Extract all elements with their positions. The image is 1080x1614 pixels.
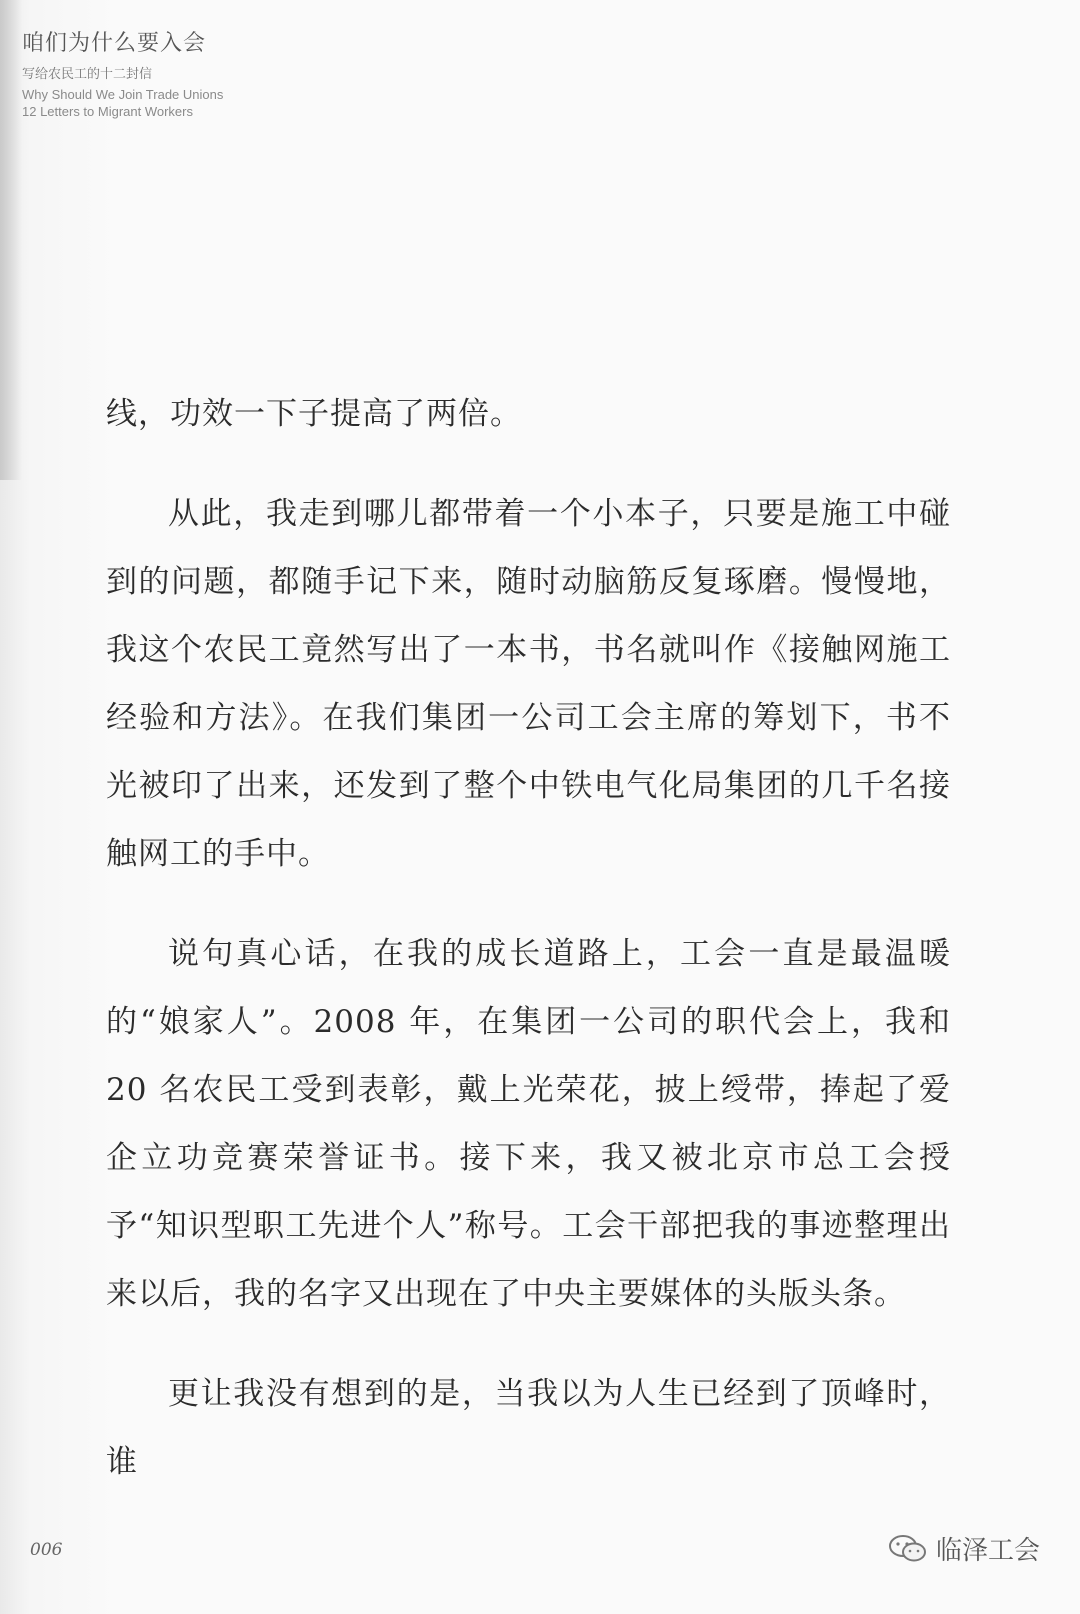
book-title: 咱们为什么要入会 <box>22 31 207 56</box>
book-subtitle: 写给农民工的十二封信 <box>22 67 153 82</box>
page-number: 006 <box>30 1540 63 1560</box>
watermark-text: 临泽工会 <box>935 1536 1040 1566</box>
book-english-subtitle: 12 Letters to Migrant Workers <box>22 104 193 119</box>
paragraph: 线，功效一下子提高了两倍。 <box>106 396 522 432</box>
page-spine-shadow <box>0 0 22 480</box>
paragraph: 从此，我走到哪儿都带着一个小本子，只要是施工中碰到的问题，都随手记下来，随时动脑筋反复琢磨。慢慢地，我这个农民工竟然写出了一本书，书名就叫作《接触网施工经验和方法》。在我们集团一公司工会主席的筹划下，书不光被印了出来，还发到了整个中铁电气化局集团的几千名接触网工的手中。 <box>106 496 951 872</box>
body-text <box>106 380 951 1528</box>
wechat-icon <box>888 1534 928 1564</box>
running-header <box>22 26 223 120</box>
paragraph: 说句真心话，在我的成长道路上，工会一直是最温暖的“娘家人”。2008 年，在集团一公司的职代会上，我和 20 名农民工受到表彰，戴上光荣花，披上绶带，捧起了爱企立功竞赛荣誉证书。接下来，我又被北京市总工会授予“知识型职工先进个人”称号。工会干部把我的事迹整理出来以后，我的名字又出现在了中央主要媒体的头版头条。 <box>106 936 951 1312</box>
watermark <box>888 1530 1040 1567</box>
paragraph: 更让我没有想到的是，当我以为人生已经到了顶峰时，谁 <box>106 1376 951 1480</box>
book-english-title: Why Should We Join Trade Unions <box>22 87 224 102</box>
